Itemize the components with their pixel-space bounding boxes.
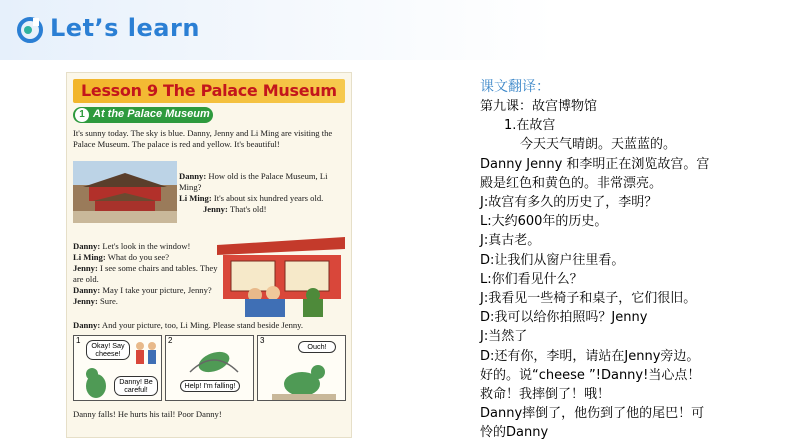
translation-line: 今天天气晴朗。天蓝蓝的。 bbox=[520, 137, 677, 153]
translation-line: 救命！我摔倒了！哦！ bbox=[480, 387, 611, 403]
dinosaur-figure bbox=[78, 364, 114, 400]
lesson-title: Lesson 9 The Palace Museum bbox=[81, 81, 337, 100]
speech-bubble: Ouch! bbox=[298, 341, 336, 353]
dialog-line: Danny: May I take your picture, Jenny? bbox=[73, 285, 212, 295]
window-illustration bbox=[215, 233, 347, 319]
translation-line: 1.在故宫 bbox=[504, 118, 556, 134]
dialog-line: Li Ming: It's about six hundred years old. bbox=[179, 193, 324, 203]
translation-line: J:我看见一些椅子和桌子，它们很旧。 bbox=[480, 291, 697, 307]
translation-line: 怜的Danny bbox=[480, 425, 549, 441]
translation-line: 好的。说“cheese ”!Danny!当心点！ bbox=[480, 367, 701, 383]
translation-line: L:大约600年的历史。 bbox=[480, 214, 608, 230]
translation-heading: 课文翻译： bbox=[480, 79, 550, 95]
falling-dinosaur-figure bbox=[186, 342, 242, 378]
logo-icon bbox=[16, 16, 44, 44]
translation-line: L:你们看见什么？ bbox=[480, 271, 583, 287]
translation-line: D:我可以给你拍照吗？Jenny bbox=[480, 310, 648, 326]
translation-line: Danny摔倒了，他伤到了他的尾巴！可 bbox=[480, 406, 705, 422]
dialog-line: Jenny: That's old! bbox=[203, 204, 267, 214]
translation-line: J:故宫有多久的历史了，李明？ bbox=[480, 195, 658, 211]
dialog-line: Jenny: I see some chairs and tables. They are old. bbox=[73, 263, 218, 284]
dialog-line-3: Danny: And your picture, too, Li Ming. Please stand beside Jenny. bbox=[73, 320, 304, 330]
speech-bubble: Help! I'm falling! bbox=[180, 380, 240, 392]
hurt-dinosaur-figure bbox=[272, 358, 336, 400]
dialog-line: Danny: How old is the Palace Museum, Li Ming? bbox=[179, 171, 328, 192]
panel-number: 1 bbox=[76, 336, 81, 345]
slide-header bbox=[0, 0, 794, 60]
translation-line: D:还有你，李明，请站在Jenny旁边。 bbox=[480, 348, 700, 364]
dialog-block-1 bbox=[179, 171, 347, 215]
textbook-page-image bbox=[66, 72, 352, 438]
translation-line: J:真古老。 bbox=[480, 233, 541, 249]
panel-number: 3 bbox=[260, 336, 265, 345]
kids-figure bbox=[134, 340, 158, 376]
translation-line: J:当然了 bbox=[480, 329, 528, 345]
translation-line: 殿是红色和黄色的。非常漂亮。 bbox=[480, 175, 663, 191]
comic-panel-3 bbox=[257, 335, 346, 401]
dialog-line: Jenny: Sure. bbox=[73, 296, 118, 306]
comic-panel-1 bbox=[73, 335, 162, 401]
section-number: 1 bbox=[75, 108, 89, 122]
translation-line: Danny Jenny 和李明正在浏览故宫。宫 bbox=[480, 156, 710, 172]
panel-number: 2 bbox=[168, 336, 173, 345]
speech-bubble: Okay! Say cheese! bbox=[86, 340, 130, 360]
section-title: At the Palace Museum bbox=[93, 108, 210, 120]
lesson-banner bbox=[73, 79, 345, 103]
section-banner bbox=[73, 107, 213, 123]
dialog-block-2 bbox=[73, 241, 223, 307]
translation-line: 第九课：故宫博物馆 bbox=[480, 99, 598, 114]
comic-caption: Danny falls! He hurts his tail! Poor Danny! bbox=[73, 409, 222, 419]
page-title: Let’s learn bbox=[50, 14, 200, 42]
dialog-line: Danny: Let's look in the window! bbox=[73, 241, 191, 251]
comic-strip bbox=[73, 335, 347, 401]
palace-photo bbox=[73, 161, 177, 223]
translation-block bbox=[480, 78, 780, 443]
translation-line: D:让我们从窗户往里看。 bbox=[480, 252, 625, 268]
comic-panel-2 bbox=[165, 335, 254, 401]
intro-text: It's sunny today. The sky is blue. Danny, Jenny and Li Ming are visiting the Palace Museum. The palace is red and yellow. It's beautiful! bbox=[73, 128, 333, 149]
speech-bubble: Danny! Be careful! bbox=[114, 376, 158, 396]
dialog-line: Li Ming: What do you see? bbox=[73, 252, 170, 262]
